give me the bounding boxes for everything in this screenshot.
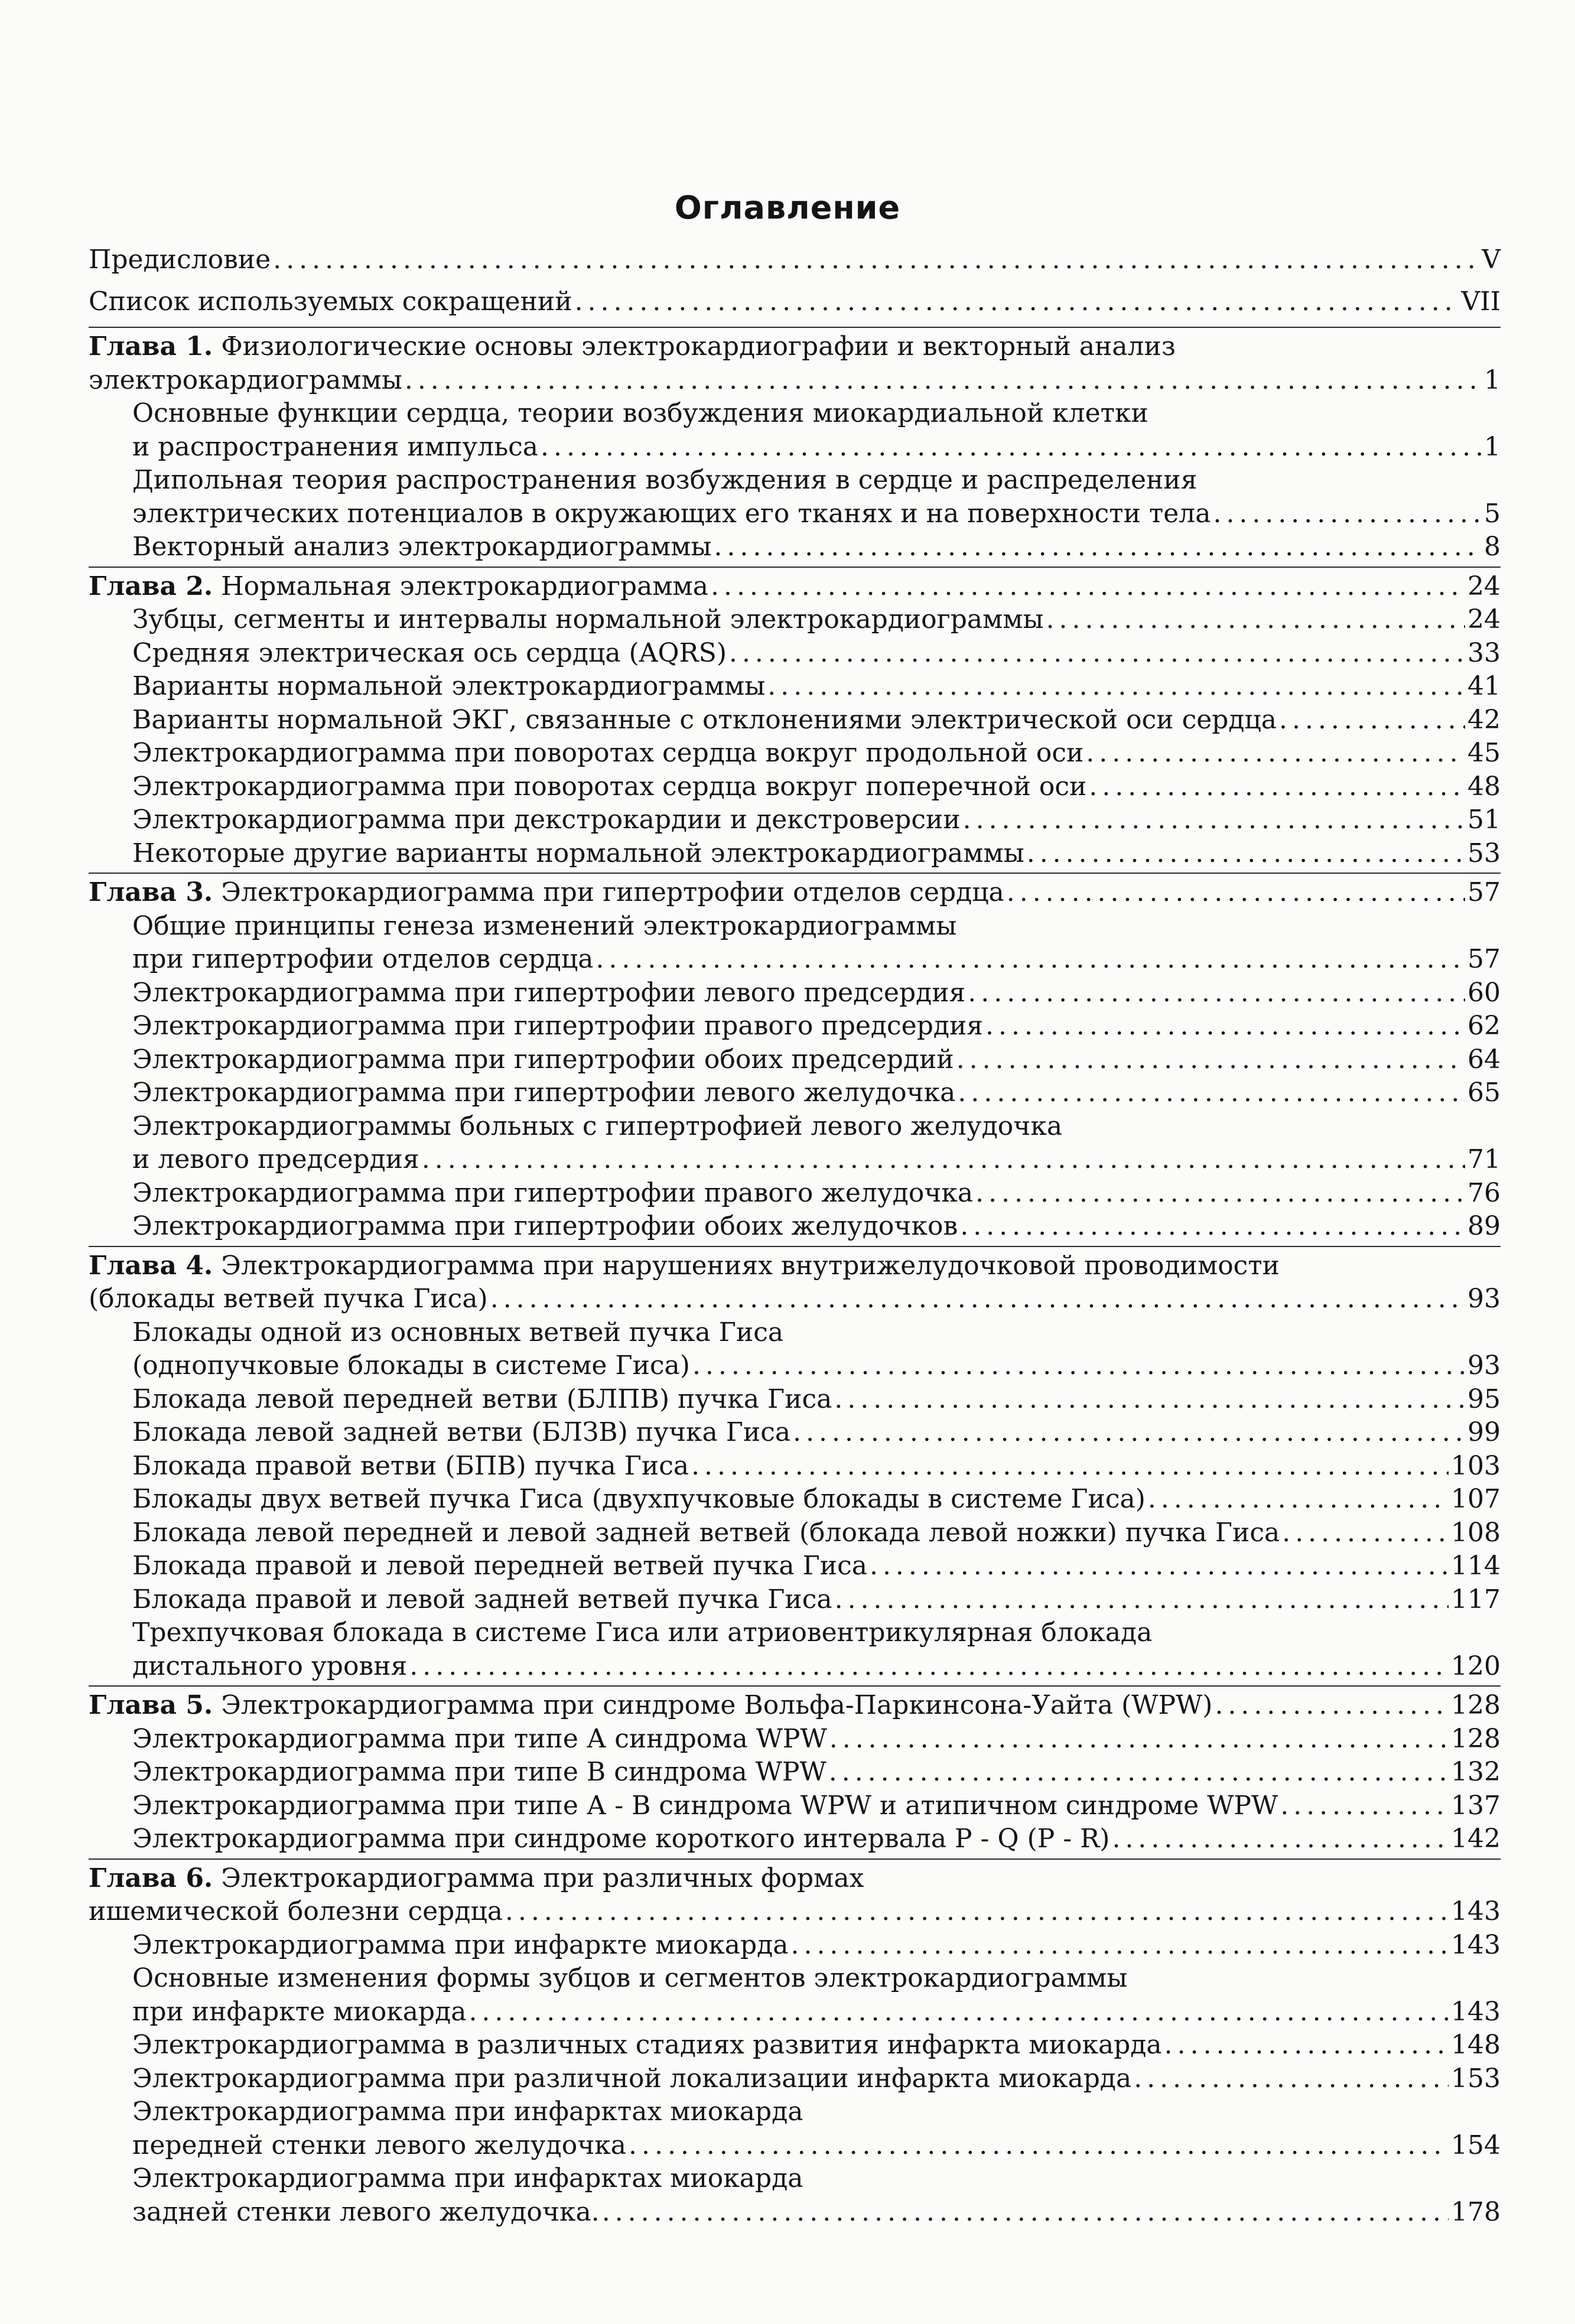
section-entry[interactable]: [89, 1723, 1501, 1756]
section-entry[interactable]: [89, 1929, 1501, 1962]
page-number: 76: [1467, 1177, 1501, 1208]
chapter-entry[interactable]: [89, 1895, 1501, 1929]
page-number: 93: [1467, 1284, 1501, 1314]
dot-leader: [1215, 1689, 1449, 1723]
dot-leader: [1280, 1789, 1449, 1823]
page-number: 5: [1484, 498, 1501, 529]
section-entry[interactable]: [89, 2129, 1501, 2163]
dot-leader: [629, 2129, 1449, 2163]
dot-leader: [870, 1550, 1449, 1583]
section-entry[interactable]: [89, 1450, 1501, 1483]
dot-leader: [1046, 603, 1465, 637]
toc-entry[interactable]: [89, 243, 1501, 277]
section-title-line: Блокады одной из основных ветвей пучка Гиса: [132, 1317, 784, 1347]
dot-leader: [505, 1895, 1449, 1929]
section-entry[interactable]: [89, 1210, 1501, 1244]
section-entry[interactable]: [89, 1483, 1501, 1516]
chapter-label: Глава 3.: [89, 877, 213, 907]
page-number: 60: [1467, 977, 1501, 1008]
page-number: 41: [1467, 671, 1501, 701]
dot-leader: [968, 977, 1465, 1010]
entry-text: Глава 5. Электрокардиограмма при синдроме Вольфа-Паркинсона-Уайта (WPW): [89, 1690, 1213, 1720]
chapter-title-line: Глава 6. Электрокардиограмма при различных формах: [89, 1863, 864, 1893]
page-number: 107: [1451, 1484, 1501, 1514]
page-title: Оглавление: [674, 189, 901, 226]
entry-text: и левого предсердия: [132, 1144, 419, 1174]
dot-leader: [541, 431, 1482, 464]
dot-leader: [829, 1756, 1449, 1789]
section-entry[interactable]: [89, 1550, 1501, 1583]
chapter-title-line: Глава 1. Физиологические основы электрокардиографии и векторный анализ: [89, 331, 1176, 362]
dot-leader: [409, 1650, 1449, 1684]
chapter-label: Глава 4.: [89, 1250, 213, 1281]
entry-text: Глава 3. Электрокардиограмма при гипертрофии отделов сердца: [89, 877, 1004, 907]
page-number: 95: [1467, 1384, 1501, 1414]
page-number: 64: [1467, 1044, 1501, 1075]
dot-leader: [829, 1723, 1449, 1756]
dot-leader: [1148, 1483, 1449, 1516]
divider: [89, 1246, 1501, 1247]
dot-leader: [960, 1210, 1465, 1244]
dot-leader: [714, 530, 1482, 564]
entry-text: Электрокардиограмма при гипертрофии правого предсердия: [132, 1011, 984, 1041]
dot-leader: [975, 1177, 1465, 1210]
chapter-group: [89, 330, 1501, 564]
page-number: 42: [1467, 704, 1501, 735]
section-entry[interactable]: [89, 497, 1501, 531]
page-number: 8: [1484, 532, 1501, 562]
entry-text: Электрокардиограмма при гипертрофии обоих предсердий: [132, 1044, 954, 1075]
entry-text: задней стенки левого желудочка.: [132, 2196, 600, 2227]
section-entry[interactable]: [89, 637, 1501, 670]
chapter-entry[interactable]: [89, 364, 1501, 398]
entry-text: Электрокардиограмма при гипертрофии правого желудочка: [132, 1177, 974, 1208]
chapter-group: [89, 1689, 1501, 1856]
dot-leader: [963, 803, 1465, 837]
section-entry[interactable]: [89, 1822, 1501, 1856]
dot-leader: [711, 570, 1465, 604]
dot-leader: [729, 637, 1465, 670]
chapter-group: [89, 570, 1501, 871]
chapter-label: Глава 6.: [89, 1863, 213, 1893]
page-number: 71: [1467, 1144, 1501, 1174]
page-number: 117: [1451, 1584, 1501, 1615]
section-title-line: Общие принципы генеза изменений электрокардиограммы: [132, 910, 957, 941]
section-entry[interactable]: [89, 1756, 1501, 1789]
section-title-line: Трехпучковая блокада в системе Гиса или атриовентрикулярная блокада: [132, 1617, 1153, 1648]
page-number: 153: [1451, 2063, 1501, 2094]
divider: [89, 567, 1501, 568]
section-entry[interactable]: [89, 1996, 1501, 2029]
chapter-title-line: Глава 4. Электрокардиограмма при нарушениях внутрижелудочковой проводимости: [89, 1250, 1280, 1281]
page-number: 128: [1451, 1723, 1501, 1754]
entry-text: Некоторые другие варианты нормальной электрокардиограммы: [132, 838, 1024, 868]
entry-text: при инфаркте миокарда: [132, 1996, 467, 2027]
entry-text: Электрокардиограмма при инфаркте миокарда: [132, 1929, 789, 1960]
section-entry[interactable]: [89, 1177, 1501, 1210]
chapter-entry[interactable]: [89, 1283, 1501, 1316]
dot-leader: [793, 1416, 1465, 1450]
entry-text: Глава 2. Нормальная электрокардиограмма: [89, 571, 708, 601]
section-entry[interactable]: [89, 1010, 1501, 1043]
entry-text: Электрокардиограмма при гипертрофии левого предсердия: [132, 977, 966, 1008]
section-title-line: Электрокардиограмма при инфарктах миокарда: [132, 2097, 803, 2127]
section-entry[interactable]: [89, 530, 1501, 564]
section-entry[interactable]: [89, 1143, 1501, 1177]
dot-leader: [1213, 497, 1482, 531]
section-entry[interactable]: [89, 1416, 1501, 1450]
page-number: 57: [1467, 877, 1501, 907]
section-entry[interactable]: [89, 1516, 1501, 1550]
page-number: 99: [1467, 1417, 1501, 1447]
section-entry[interactable]: [89, 603, 1501, 637]
entry-text: Электрокардиограмма при декстрокардии и декстроверсии: [132, 805, 961, 835]
page-number: 120: [1451, 1651, 1501, 1681]
dot-leader: [958, 1076, 1465, 1110]
page-number: 143: [1451, 1929, 1501, 1960]
entry-text: ишемической болезни сердца: [89, 1896, 503, 1926]
entry-text: Варианты нормальной электрокардиограммы: [132, 671, 766, 701]
page-number: 24: [1467, 571, 1501, 601]
entry-text: Электрокардиограмма при поворотах сердца вокруг продольной оси: [132, 738, 1084, 768]
section-entry[interactable]: [89, 2062, 1501, 2096]
dot-leader: [834, 1383, 1465, 1417]
page-number: 108: [1451, 1517, 1501, 1548]
page-number: 178: [1451, 2196, 1501, 2227]
entry-text: (однопучковые блокады в системе Гиса): [132, 1350, 690, 1381]
dot-leader: [1164, 2029, 1449, 2062]
page-number: 132: [1451, 1757, 1501, 1787]
entry-text: Электрокардиограмма при поворотах сердца вокруг поперечной оси: [132, 771, 1087, 802]
dot-leader: [1027, 837, 1465, 871]
entry-text: Зубцы, сегменты и интервалы нормальной электрокардиограммы: [132, 604, 1044, 634]
page-number: 114: [1451, 1551, 1501, 1581]
section-entry[interactable]: [89, 1383, 1501, 1417]
entry-text: Блокада левой передней ветви (БЛПВ) пучка Гиса: [132, 1384, 832, 1414]
section-title-line: Электрокардиограммы больных с гипертрофией левого желудочка: [132, 1111, 1063, 1141]
dot-leader: [835, 1583, 1449, 1617]
entry-text: Варианты нормальной ЭКГ, связанные с отклонениями электрической оси сердца: [132, 704, 1277, 735]
entry-text: электрокардиограммы: [89, 364, 402, 395]
chapter-group: [89, 876, 1501, 1244]
section-title-line: Основные изменения формы зубцов и сегментов электрокардиограммы: [132, 1963, 1128, 1993]
dot-leader: [602, 2196, 1449, 2229]
section-entry[interactable]: [89, 1789, 1501, 1823]
divider: [89, 327, 1501, 328]
dot-leader: [1112, 1822, 1449, 1856]
section-entry[interactable]: [89, 943, 1501, 977]
page-number: 143: [1451, 1896, 1501, 1926]
dot-leader: [985, 1010, 1465, 1043]
dot-leader: [273, 243, 1479, 277]
section-title-line: Дипольная теория распространения возбуждения в сердце и распределения: [132, 465, 1197, 495]
page-number: 128: [1451, 1690, 1501, 1720]
entry-text: Блокада правой и левой задней ветвей пучка Гиса: [132, 1584, 832, 1615]
entry-text: Блокада правой и левой передней ветвей пучка Гиса: [132, 1551, 867, 1581]
page-number: 154: [1451, 2130, 1501, 2160]
page-number: 24: [1467, 604, 1501, 634]
section-entry[interactable]: [89, 1076, 1501, 1110]
section-entry[interactable]: [89, 770, 1501, 804]
page-number: 89: [1467, 1211, 1501, 1241]
page-number: 45: [1467, 738, 1501, 768]
dot-leader: [1282, 1516, 1449, 1550]
chapter-label: Глава 5.: [89, 1690, 213, 1720]
entry-text: Блокады двух ветвей пучка Гиса (двухпучковые блокады в системе Гиса): [132, 1484, 1146, 1514]
dot-leader: [1089, 770, 1465, 804]
dot-leader: [575, 285, 1459, 319]
entry-text: при гипертрофии отделов сердца: [132, 944, 594, 974]
page-number: 93: [1467, 1350, 1501, 1381]
section-entry[interactable]: [89, 837, 1501, 871]
entry-text: Электрокардиограмма при синдроме короткого интервала P - Q (P - R): [132, 1824, 1110, 1854]
table-of-contents: [89, 243, 1501, 2229]
toc-entry[interactable]: [89, 285, 1501, 319]
entry-text: Электрокардиограмма при гипертрофии обоих желудочков: [132, 1211, 958, 1241]
section-entry[interactable]: [89, 737, 1501, 770]
dot-leader: [468, 1996, 1449, 2029]
entry-text: Векторный анализ электрокардиограммы: [132, 532, 712, 562]
page-number: 143: [1451, 1996, 1501, 2027]
entry-text: Электрокардиограмма в различных стадиях развития инфаркта миокарда: [132, 2030, 1162, 2060]
page-number: 57: [1467, 944, 1501, 974]
dot-leader: [1279, 704, 1465, 737]
page-number: 33: [1467, 637, 1501, 668]
entry-text: Предисловие: [89, 245, 271, 275]
chapter-entry[interactable]: [89, 1689, 1501, 1723]
dot-leader: [422, 1143, 1465, 1177]
entry-text: дистального уровня: [132, 1651, 408, 1681]
section-entry[interactable]: [89, 670, 1501, 704]
page-number: 53: [1467, 838, 1501, 868]
entry-text: Электрокардиограмма при типе А синдрома WPW: [132, 1723, 827, 1754]
section-entry[interactable]: [89, 1650, 1501, 1684]
divider: [89, 1685, 1501, 1687]
section-entry[interactable]: [89, 1583, 1501, 1617]
entry-text: Блокада левой передней и левой задней ветвей (блокада левой ножки) пучка Гиса: [132, 1517, 1280, 1548]
dot-leader: [956, 1043, 1465, 1077]
page-number: VII: [1461, 286, 1501, 317]
section-entry[interactable]: [89, 977, 1501, 1010]
section-entry[interactable]: [89, 431, 1501, 464]
section-entry[interactable]: [89, 2196, 1501, 2229]
entry-text: Электрокардиограмма при типе А - В синдрома WPW и атипичном синдроме WPW: [132, 1790, 1278, 1821]
dot-leader: [405, 364, 1482, 398]
dot-leader: [490, 1283, 1465, 1316]
chapter-group: [89, 1249, 1501, 1684]
entry-text: (блокады ветвей пучка Гиса): [89, 1284, 488, 1314]
entry-text: Блокада правой ветви (БПВ) пучка Гиса: [132, 1450, 689, 1481]
section-entry[interactable]: [89, 1349, 1501, 1383]
entry-text: Средняя электрическая ось сердца (AQRS): [132, 637, 727, 668]
chapter-entry[interactable]: [89, 570, 1501, 604]
section-entry[interactable]: [89, 2029, 1501, 2062]
section-entry[interactable]: [89, 704, 1501, 737]
entry-text: Электрокардиограмма при типе В синдрома WPW: [132, 1757, 826, 1787]
chapter-label: Глава 2.: [89, 571, 213, 601]
dot-leader: [1086, 737, 1465, 770]
page-number: 48: [1467, 771, 1501, 802]
page-number: 65: [1467, 1078, 1501, 1108]
entry-text: Список используемых сокращений: [89, 286, 572, 317]
page-number: 148: [1451, 2030, 1501, 2060]
dot-leader: [1134, 2062, 1449, 2096]
entry-text: и распространения импульса: [132, 431, 539, 462]
chapter-label: Глава 1.: [89, 331, 213, 362]
divider: [89, 873, 1501, 874]
section-entry[interactable]: [89, 1043, 1501, 1077]
page-number: 142: [1451, 1824, 1501, 1854]
page-number: 1: [1484, 431, 1501, 462]
page-number: 137: [1451, 1790, 1501, 1821]
page-number: V: [1482, 245, 1501, 275]
chapter-group: [89, 1862, 1501, 2229]
page-number: 1: [1484, 364, 1501, 395]
entry-text: Электрокардиограмма при гипертрофии левого желудочка: [132, 1078, 956, 1108]
dot-leader: [1007, 876, 1465, 910]
entry-text: передней стенки левого желудочка: [132, 2130, 627, 2160]
entry-text: Электрокардиограмма при различной локализации инфаркта миокарда: [132, 2063, 1132, 2094]
divider: [89, 1858, 1501, 1860]
dot-leader: [791, 1929, 1449, 1962]
page-number: 62: [1467, 1011, 1501, 1041]
section-title-line: Электрокардиограмма при инфарктах миокарда: [132, 2163, 803, 2193]
page-number: 103: [1451, 1450, 1501, 1481]
section-title-line: Основные функции сердца, теории возбуждения миокардиальной клетки: [132, 398, 1148, 428]
entry-text: электрических потенциалов в окружающих его тканях и на поверхности тела: [132, 498, 1211, 529]
dot-leader: [691, 1450, 1449, 1483]
page-number: 51: [1467, 805, 1501, 835]
entry-text: Блокада левой задней ветви (БЛЗВ) пучка Гиса: [132, 1417, 791, 1447]
dot-leader: [692, 1349, 1465, 1383]
section-entry[interactable]: [89, 803, 1501, 837]
dot-leader: [595, 943, 1465, 977]
chapter-entry[interactable]: [89, 876, 1501, 910]
dot-leader: [767, 670, 1465, 704]
